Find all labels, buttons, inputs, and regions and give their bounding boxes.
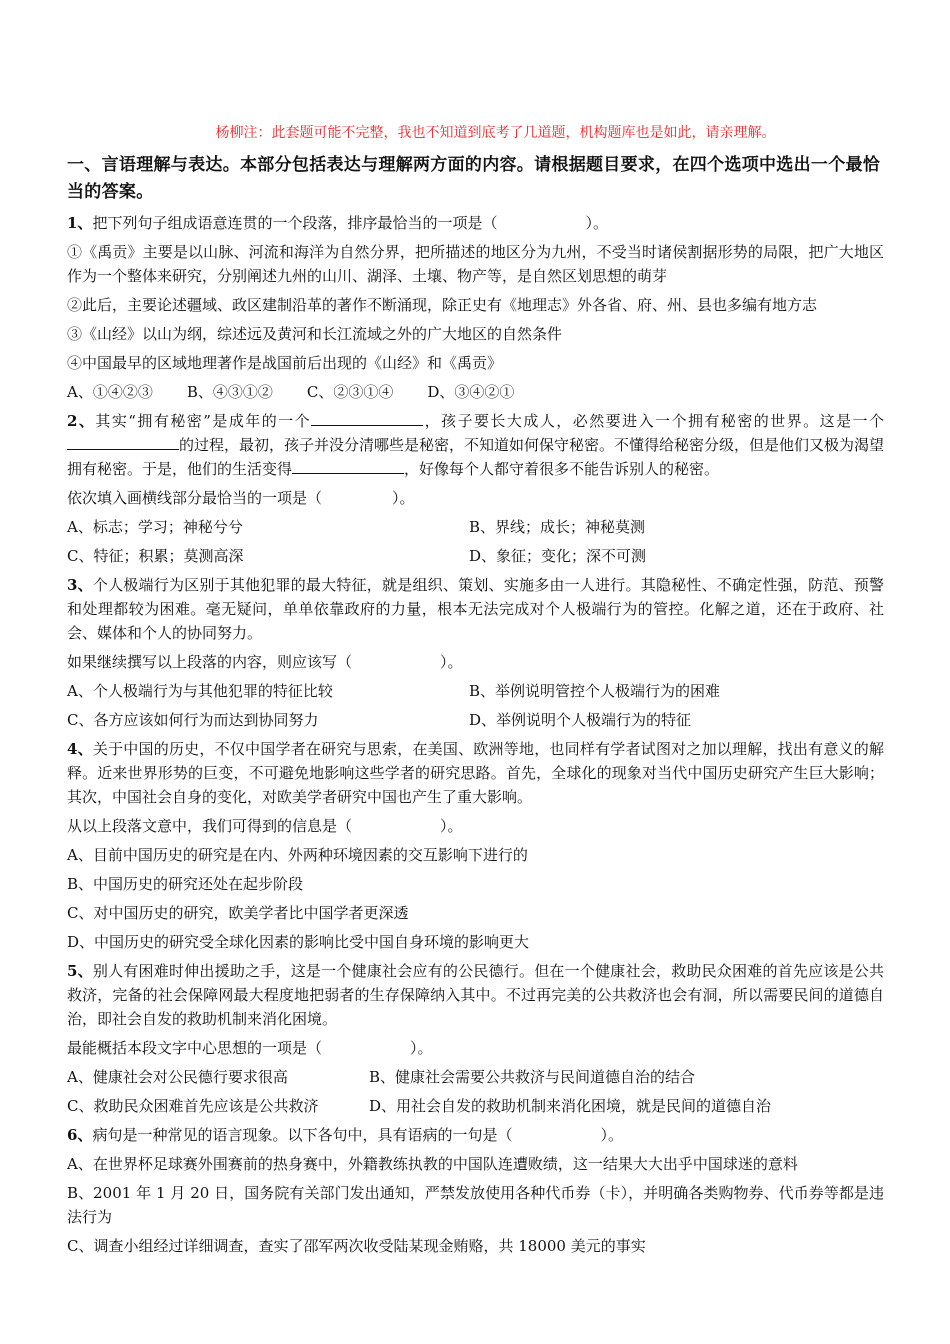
stem-text: ，孩子要长大成人，必然要进入一个拥有秘密的世界。这是一个 xyxy=(423,412,885,430)
stem-text: 把下列句子组成语意连贯的一个段落，排序最恰当的一项是（ xyxy=(92,214,498,232)
question-number: 2、 xyxy=(67,412,96,430)
stem-text: 关于中国的历史，不仅中国学者在研究与思索，在美国、欧洲等地，也同样有学者试图对之加以理解，找出有意义的解释。近来世界形势的巨变，不可避免地影响这些学者的研究思路。首先，全球化的现象对当代中国历史研究产生巨大影响；其次，中国社会自身的变化，对欧美学者研究中国也产生了重大影响。 xyxy=(67,740,884,806)
question-3-ask xyxy=(67,650,884,674)
sentence-item: ②此后，主要论述疆域、政区建制沿革的著作不断涌现，除正史有《地理志》外各省、府、州、县也多编有地方志 xyxy=(67,296,818,314)
question-2-stem xyxy=(67,409,884,481)
option-c: C、对中国历史的研究，欧美学者比中国学者更深透 xyxy=(67,904,409,922)
question-number: 3、 xyxy=(67,576,93,594)
stem-text: 病句是一种常见的语言现象。以下各句中，具有语病的一句是（ xyxy=(92,1126,513,1144)
sentence-item: ①《禹贡》主要是以山脉、河流和海洋为自然分界，把所描述的地区分为九州，不受当时诸侯割据形势的局限，把广大地区作为一个整体来研究，分别阐述九州的山川、湖泽、土壤、物产等，是自然区划思想的萌芽 xyxy=(67,243,884,285)
document-page xyxy=(67,122,884,1263)
ask-text: 最能概括本段文字中心思想的一项是（ xyxy=(67,1039,323,1057)
ask-text: ）。 xyxy=(392,489,415,507)
options-row xyxy=(67,1094,884,1118)
sentence-item: ④中国最早的区域地理著作是战国前后出现的《山经》和《禹贡》 xyxy=(67,354,503,372)
ask-text: 依次填入画横线部分最恰当的一项是（ xyxy=(67,489,323,507)
option-d: D、象征；变化；深不可测 xyxy=(469,547,647,565)
sentence-item: ③《山经》以山为纲，综述远及黄河和长江流域之外的广大地区的自然条件 xyxy=(67,325,563,343)
section-heading: 一、言语理解与表达。本部分包括表达与理解两方面的内容。请根据题目要求，在四个选项中选出一个最恰当的答案。 xyxy=(67,155,881,202)
question-number: 1、 xyxy=(67,214,93,232)
question-number: 5、 xyxy=(67,962,93,980)
option-c: C、救助民众困难首先应该是公共救济 xyxy=(67,1097,319,1115)
option-c: C、特征；积累；莫测高深 xyxy=(67,547,244,565)
option-b: B、④③①② xyxy=(186,383,273,401)
question-number: 4、 xyxy=(67,740,93,758)
option-c: C、②③①④ xyxy=(306,383,394,401)
stem-text: 的过程，最初，孩子并没分清哪些是秘密，不知道如何保守秘密。不懂得给秘密分级，但是他们又极为渴望拥有秘密。于是，他们的生活变得 xyxy=(67,436,885,478)
stem-text: ，好像每个人都守着很多不能告诉别人的秘密。 xyxy=(404,460,720,478)
option-a: A、健康社会对公民德行要求很高 xyxy=(67,1068,288,1086)
stem-text: 个人极端行为区别于其他犯罪的最大特征，就是组织、策划、实施多由一人进行。其隐秘性、不确定性强，防范、预警和处理都较为困难。毫无疑问，单单依靠政府的力量，根本无法完成对个人极端行为的管控。化解之道，还在于政府、社会、媒体和个人的协同努力。 xyxy=(67,576,884,642)
option-c: C、各方应该如何行为而达到协同努力 xyxy=(67,711,319,729)
ask-text: ）。 xyxy=(410,1039,433,1057)
question-4-stem xyxy=(67,737,884,809)
stem-text: ）。 xyxy=(585,214,608,232)
option-b: B、2001 年 1 月 20 日，国务院有关部门发出通知，严禁发放使用各种代币券（卡），并明确各类购物券、代币券等都是违法行为 xyxy=(67,1184,884,1226)
option-d: D、中国历史的研究受全球化因素的影响比受中国自身环境的影响更大 xyxy=(67,933,530,951)
fill-blank-1 xyxy=(311,411,423,426)
ask-text: ）。 xyxy=(440,653,463,671)
option-a: A、个人极端行为与其他犯罪的特征比较 xyxy=(67,682,333,700)
question-2-ask xyxy=(67,486,884,510)
option-a: A、①④②③ xyxy=(67,383,153,401)
question-1-stem xyxy=(67,211,884,235)
question-5-ask xyxy=(67,1036,884,1060)
question-5-stem xyxy=(67,959,884,1031)
option-c: C、调查小组经过详细调查，查实了邵军两次收受陆某现金贿赂，共 18000 美元的事实 xyxy=(67,1237,646,1255)
question-number: 6、 xyxy=(67,1126,93,1144)
fill-blank-2 xyxy=(67,435,179,450)
options-row xyxy=(67,708,884,732)
ask-text: 从以上段落文意中，我们可得到的信息是（ xyxy=(67,817,353,835)
option-a: A、标志；学习；神秘兮兮 xyxy=(67,518,243,536)
question-6-stem xyxy=(67,1123,884,1147)
ask-text: 如果继续撰写以上段落的内容，则应该写（ xyxy=(67,653,353,671)
fill-blank-3 xyxy=(292,459,404,474)
stem-text: 别人有困难时伸出援助之手，这是一个健康社会应有的公民德行。但在一个健康社会，救助民众困难的首先应该是公共救济，完备的社会保障网最大程度地把弱者的生存保障纳入其中。不过再完美的公共救济也会有洞，所以需要民间的道德自治，即社会自发的救助机制来消化困境。 xyxy=(67,962,884,1028)
option-b: B、健康社会需要公共救济与民间道德自治的结合 xyxy=(369,1068,696,1086)
option-d: D、举例说明个人极端行为的特征 xyxy=(469,711,692,729)
options-row xyxy=(67,515,884,539)
option-d: D、用社会自发的救助机制来消化困境，就是民间的道德自治 xyxy=(369,1097,772,1115)
ask-text: ）。 xyxy=(440,817,463,835)
options-row xyxy=(67,679,884,703)
stem-text: ）。 xyxy=(600,1126,623,1144)
stem-text: 其实“拥有秘密”是成年的一个 xyxy=(95,412,312,430)
question-3-stem xyxy=(67,573,884,645)
option-a: A、在世界杯足球赛外围赛前的热身赛中，外籍教练执教的中国队连遭败绩，这一结果大大出乎中国球迷的意料 xyxy=(67,1155,798,1173)
question-4-ask xyxy=(67,814,884,838)
question-1-options xyxy=(67,380,884,404)
options-row xyxy=(67,544,884,568)
options-row xyxy=(67,1065,884,1089)
option-b: B、界线；成长；神秘莫测 xyxy=(469,518,646,536)
option-b: B、中国历史的研究还处在起步阶段 xyxy=(67,875,304,893)
option-b: B、举例说明管控个人极端行为的困难 xyxy=(469,682,721,700)
option-a: A、目前中国历史的研究是在内、外两种环境因素的交互影响下进行的 xyxy=(67,846,528,864)
option-d: D、③④②① xyxy=(427,383,515,401)
editor-note: 杨柳注：此套题可能不完整，我也不知道到底考了几道题，机构题库也是如此，请亲理解。 xyxy=(215,125,776,141)
